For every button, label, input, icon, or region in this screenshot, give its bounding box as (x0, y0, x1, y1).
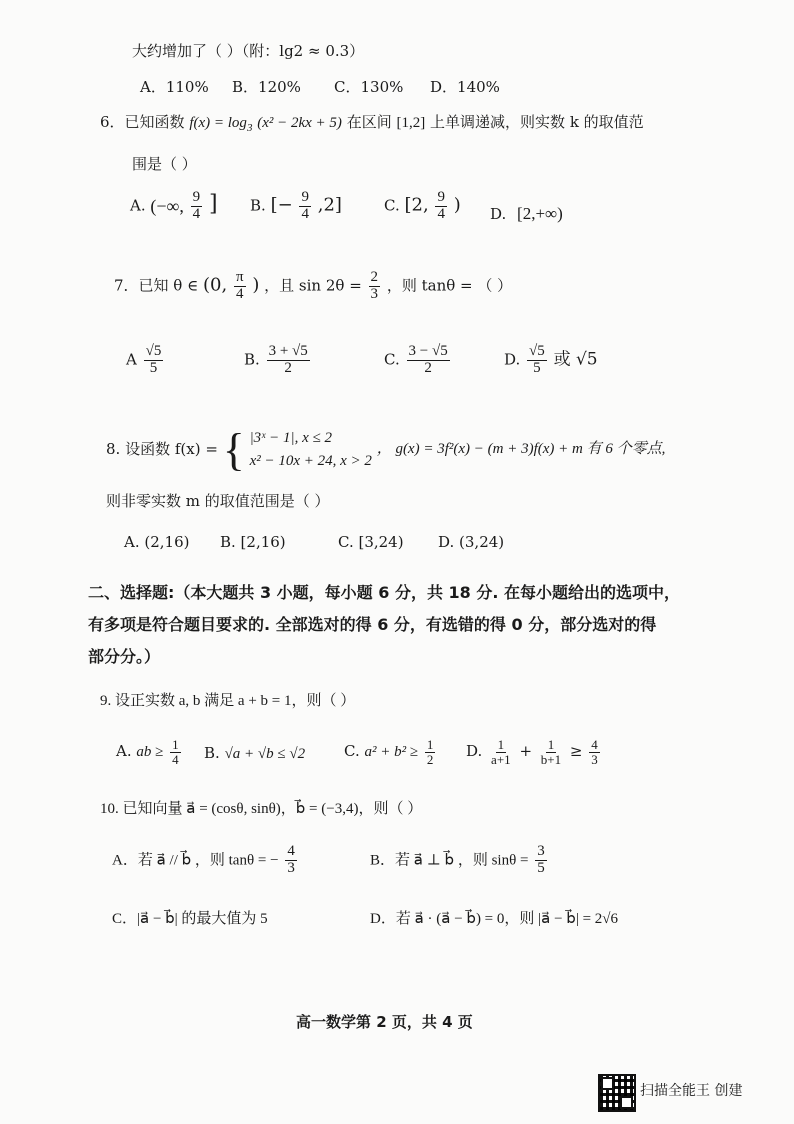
q9-option-c (344, 738, 437, 766)
q8-prefix: 8. 设函数 f(x) = (106, 440, 218, 459)
q9-opt-d-label: D. (466, 742, 483, 761)
q5-option-c: C．130% (334, 78, 404, 96)
q8-option-d: D. (3,24) (438, 533, 505, 551)
q6-opt-a-den: 4 (192, 205, 201, 222)
q9-opt-d-d2: b+1 (540, 751, 562, 767)
q7-option-d (504, 344, 598, 377)
q10-opt-b-den: 5 (537, 859, 545, 876)
q6-opt-c-left: [2, (404, 194, 429, 216)
q10-opt-b-text: B．若 a⃗ ⊥ b⃗ ，则 sinθ = (370, 852, 529, 869)
q6-opt-c-den: 4 (437, 205, 445, 222)
q9-opt-a-pre: ab ≥ (136, 744, 164, 761)
q7-option-b (244, 344, 312, 377)
scanner-badge: 扫描全能王 创建 (640, 1083, 743, 1099)
q7-val-den: 3 (370, 285, 379, 302)
q6-opt-d-label: D. (490, 205, 507, 223)
q5-option-a: A．110% (140, 78, 209, 96)
q6-prefix: 6．已知函数 (100, 113, 185, 131)
q7-int-num: π (235, 269, 244, 285)
q6-opt-b-den: 4 (301, 205, 309, 222)
q6-opt-a-right: ] (208, 191, 218, 217)
q6-func: f(x) = log (189, 115, 247, 131)
q7-opt-a-label: A (126, 350, 137, 369)
q6-opt-a-left: (−∞, (150, 195, 184, 216)
q7-opt-d-label: D. (504, 350, 521, 369)
q10-opt-a-text: A．若 a⃗ // b⃗ ，则 tanθ = − (112, 852, 279, 869)
q8-option-b: B. [2,16) (220, 533, 286, 551)
q7-opt-d-tail: 或 √5 (553, 349, 598, 370)
q10-opt-b-num: 3 (537, 843, 545, 859)
q8-suffix: ， g(x) = 3f²(x) − (m + 3)f(x) + m 有 6 个零点, (376, 441, 666, 458)
q9-opt-d-n3: 4 (591, 737, 598, 752)
q10-option-a (112, 844, 299, 877)
q9-opt-b-text: √a + √b ≤ √2 (224, 746, 306, 762)
q8-case1: |3ˣ − 1|, x ≤ 2 (249, 430, 333, 447)
q6-opt-a-label: A. (130, 196, 146, 215)
q6-stem (100, 113, 644, 135)
q8-option-c: C. [3,24) (338, 533, 404, 551)
q9-opt-b-label: B. (204, 744, 220, 762)
q6-option-d (490, 204, 563, 224)
q6-mid: 在区间 (346, 113, 392, 131)
q7-opt-c-den: 2 (424, 359, 432, 376)
q9-opt-d-n1: 1 (497, 737, 505, 752)
q9-opt-c-pre: a² + b² ≥ (364, 744, 419, 761)
q7-prefix: 7．已知 θ ∈ (114, 276, 199, 295)
q6-opt-b-right: ,2] (317, 194, 342, 216)
q6-opt-b-label: B. (250, 196, 266, 215)
q7-opt-a-den: 5 (149, 359, 158, 376)
q9-opt-c-num: 1 (426, 737, 434, 752)
q9-opt-d-ge: ≥ (569, 742, 583, 761)
q6-interval: [1,2] (396, 115, 426, 131)
q6-option-c (384, 190, 461, 223)
q6-arg: (x² − 2kx + 5) (257, 115, 342, 131)
q9-stem: 9. 设正实数 a, b 满足 a + b = 1，则（ ） (100, 693, 356, 709)
q6-opt-c-label: C. (384, 196, 400, 215)
q9-opt-c-den: 2 (426, 751, 434, 767)
q9-opt-c-label: C. (344, 742, 360, 761)
q7-opt-c-num: 3 − √5 (408, 343, 448, 359)
q6-opt-c-num: 9 (437, 189, 445, 205)
q10-opt-a-num: 4 (287, 843, 295, 859)
q6-suffix: 上单调递减，则实数 k 的取值范 (430, 113, 644, 131)
q9-opt-d-d3: 3 (591, 751, 598, 767)
q7-opt-b-den: 2 (284, 359, 292, 376)
q6-opt-c-right: ) (453, 194, 461, 216)
q7-opt-d-den: 5 (533, 359, 541, 376)
q7-stem (114, 270, 512, 303)
q8-stem: 8. 设函数 f(x) = { |3ˣ − 1|, x ≤ 2 x² − 10x + 24, x > 2 ， g(x) = 3f²(x) − (m + 3)f(x) + m 有 6 个零点, (106, 424, 666, 475)
q9-option-b (204, 744, 305, 763)
q7-opt-d-num: √5 (529, 343, 545, 359)
section-instructions-line3: 部分分。） (88, 647, 161, 666)
section-instructions-line2: 有多项是符合题目要求的. 全部选对的得 6 分，有选错的得 0 分，部分选对的得 (88, 615, 657, 634)
q9-opt-a-num: 1 (172, 737, 179, 752)
q8-option-a: A. (2,16) (124, 533, 190, 551)
q6-option-b (250, 190, 342, 223)
q9-opt-a-label: A. (116, 742, 132, 761)
q9-option-d (466, 738, 602, 766)
q5-option-b: B．120% (232, 78, 301, 96)
q10-option-c: C．|a⃗ − b⃗| 的最大值为 5 (112, 911, 268, 927)
q5-tail: 大约增加了（ ）（附：lg2 ≈ 0.3） (132, 42, 365, 60)
q9-opt-d-plus: + (519, 742, 533, 761)
q7-opt-a-num: √5 (145, 343, 162, 359)
q7-int-left: (0, (203, 274, 228, 296)
q7-val-num: 2 (370, 269, 379, 285)
q8-line2: 则非零实数 m 的取值范围是（ ） (106, 492, 330, 510)
q5-option-d: D．140% (430, 78, 500, 96)
q7-mid: ，且 sin 2θ = (264, 276, 362, 295)
q6-opt-a-num: 9 (192, 189, 201, 205)
q7-int-right: ) (252, 274, 260, 296)
q9-opt-d-n2: 1 (547, 737, 555, 752)
q7-opt-c-label: C. (384, 350, 400, 369)
q10-stem: 10. 已知向量 a⃗ = (cosθ, sinθ)，b⃗ = (−3,4)，则（ ） (100, 801, 423, 817)
q10-opt-a-den: 3 (287, 859, 295, 876)
q9-opt-d-d1: a+1 (491, 751, 511, 767)
q6-opt-d-value: [2,+∞) (517, 204, 563, 223)
page-footer: 高一数学第 2 页，共 4 页 (296, 1013, 473, 1031)
q6-opt-b-num: 9 (301, 189, 309, 205)
q8-case2: x² − 10x + 24, x > 2 (249, 452, 372, 469)
q10-option-b (370, 844, 549, 877)
q7-int-den: 4 (236, 285, 244, 302)
q7-option-a (126, 344, 165, 377)
q7-opt-b-label: B. (244, 350, 260, 369)
q6-option-a (130, 190, 218, 223)
q6-line2: 围是（ ） (132, 155, 197, 173)
q7-option-c (384, 344, 452, 377)
q10-option-d: D．若 a⃗ · (a⃗ − b⃗) = 0，则 |a⃗ − b⃗| = 2√6 (370, 911, 619, 927)
q6-opt-b-left: [− (270, 194, 293, 216)
section-heading: 二、选择题:（本大题共 3 小题，每小题 6 分，共 18 分. 在每小题给出的选项中， (88, 583, 681, 602)
q6-base: 3 (246, 122, 253, 134)
qr-code-icon (598, 1074, 636, 1112)
q7-suffix: ，则 tanθ = （ ） (386, 276, 513, 295)
q7-opt-b-num: 3 + √5 (268, 343, 308, 359)
q9-option-a (116, 738, 183, 766)
q9-opt-a-den: 4 (172, 751, 179, 767)
